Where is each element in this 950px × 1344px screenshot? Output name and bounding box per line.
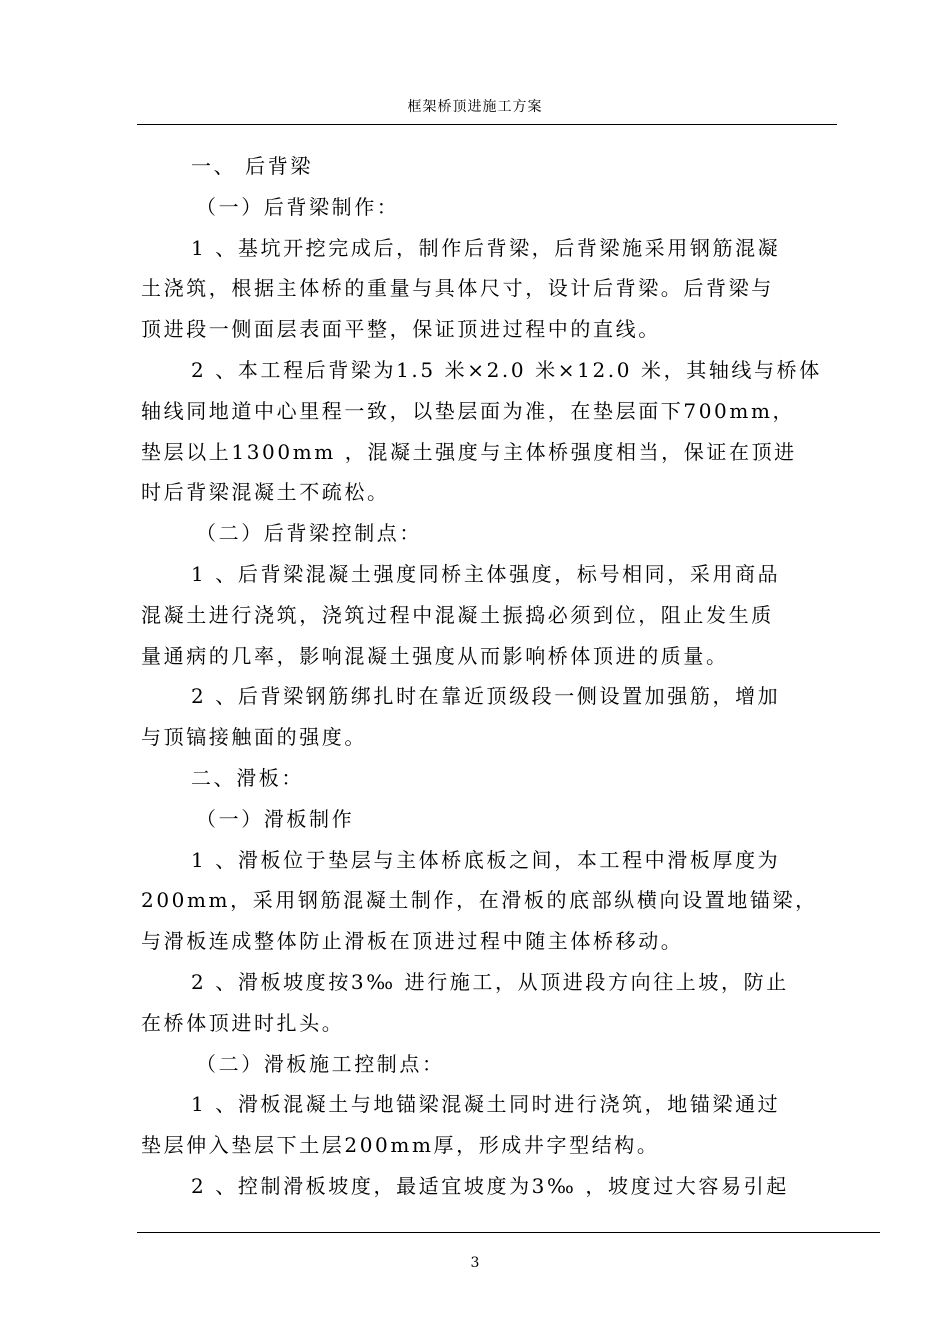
text-line: 土浇筑，根据主体桥的重量与具体尺寸，设计后背梁。后背梁与 [141,276,774,301]
text-line: 1 、滑板混凝土与地锚梁混凝土同时进行浇筑，地锚梁通过 [191,1092,781,1117]
text-line: 1 、滑板位于垫层与主体桥底板之间，本工程中滑板厚度为 [191,847,781,872]
text-line: （一）滑板制作 [196,806,355,831]
text-line: 时后背梁混凝土不疏松。 [141,480,390,505]
text-line: 1 、后背梁混凝土强度同桥主体强度，标号相同，采用商品 [191,561,781,586]
text-line: 垫层伸入垫层下土层200mm厚，形成井字型结构。 [141,1133,660,1158]
text-line: 量通病的几率，影响混凝土强度从而影响桥体顶进的质量。 [141,643,729,668]
page-header-title: 框架桥顶进施工方案 [407,99,543,115]
text-line: 2 、后背梁钢筋绑扎时在靠近顶级段一侧设置加强筋，增加 [191,684,781,709]
header-divider [137,124,837,125]
text-line: （一）后背梁制作： [196,194,400,219]
text-line: （二）滑板施工控制点： [196,1051,445,1076]
text-line: 顶进段一侧面层表面平整，保证顶进过程中的直线。 [141,317,661,342]
text-line: 在桥体顶进时扎头。 [141,1010,345,1035]
text-line: 与滑板连成整体防止滑板在顶进过程中随主体桥移动。 [141,929,684,954]
text-line: 一、 后背梁 [191,154,313,178]
text-line: 2 、本工程后背梁为1.5 米×2.0 米×12.0 米，其轴线与桥体 [191,357,822,382]
text-line: 2 、滑板坡度按3‰ 进行施工，从顶进段方向往上坡，防止 [191,969,789,994]
text-line: 轴线同地道中心里程一致，以垫层面为准，在垫层面下700mm， [141,398,796,423]
text-line: 1 、基坑开挖完成后，制作后背梁，后背梁施采用钢筋混凝 [191,235,781,260]
text-line: 与顶镐接触面的强度。 [141,725,367,750]
text-line: 垫层以上1300mm ，混凝土强度与主体桥强度相当，保证在顶进 [141,439,797,464]
document-body [141,146,831,1207]
footer-divider [137,1232,880,1233]
text-line: 混凝土进行浇筑，浇筑过程中混凝土振捣必须到位，阻止发生质 [141,602,774,627]
text-line: （二）后背梁控制点： [196,521,422,546]
text-line: 2 、控制滑板坡度，最适宜坡度为3‰ ，坡度过大容易引起 [191,1173,789,1198]
text-line: 二、滑板： [191,765,304,790]
text-line: 200mm，采用钢筋混凝土制作，在滑板的底部纵横向设置地锚梁， [141,888,818,913]
page-number: 3 [470,1255,480,1271]
